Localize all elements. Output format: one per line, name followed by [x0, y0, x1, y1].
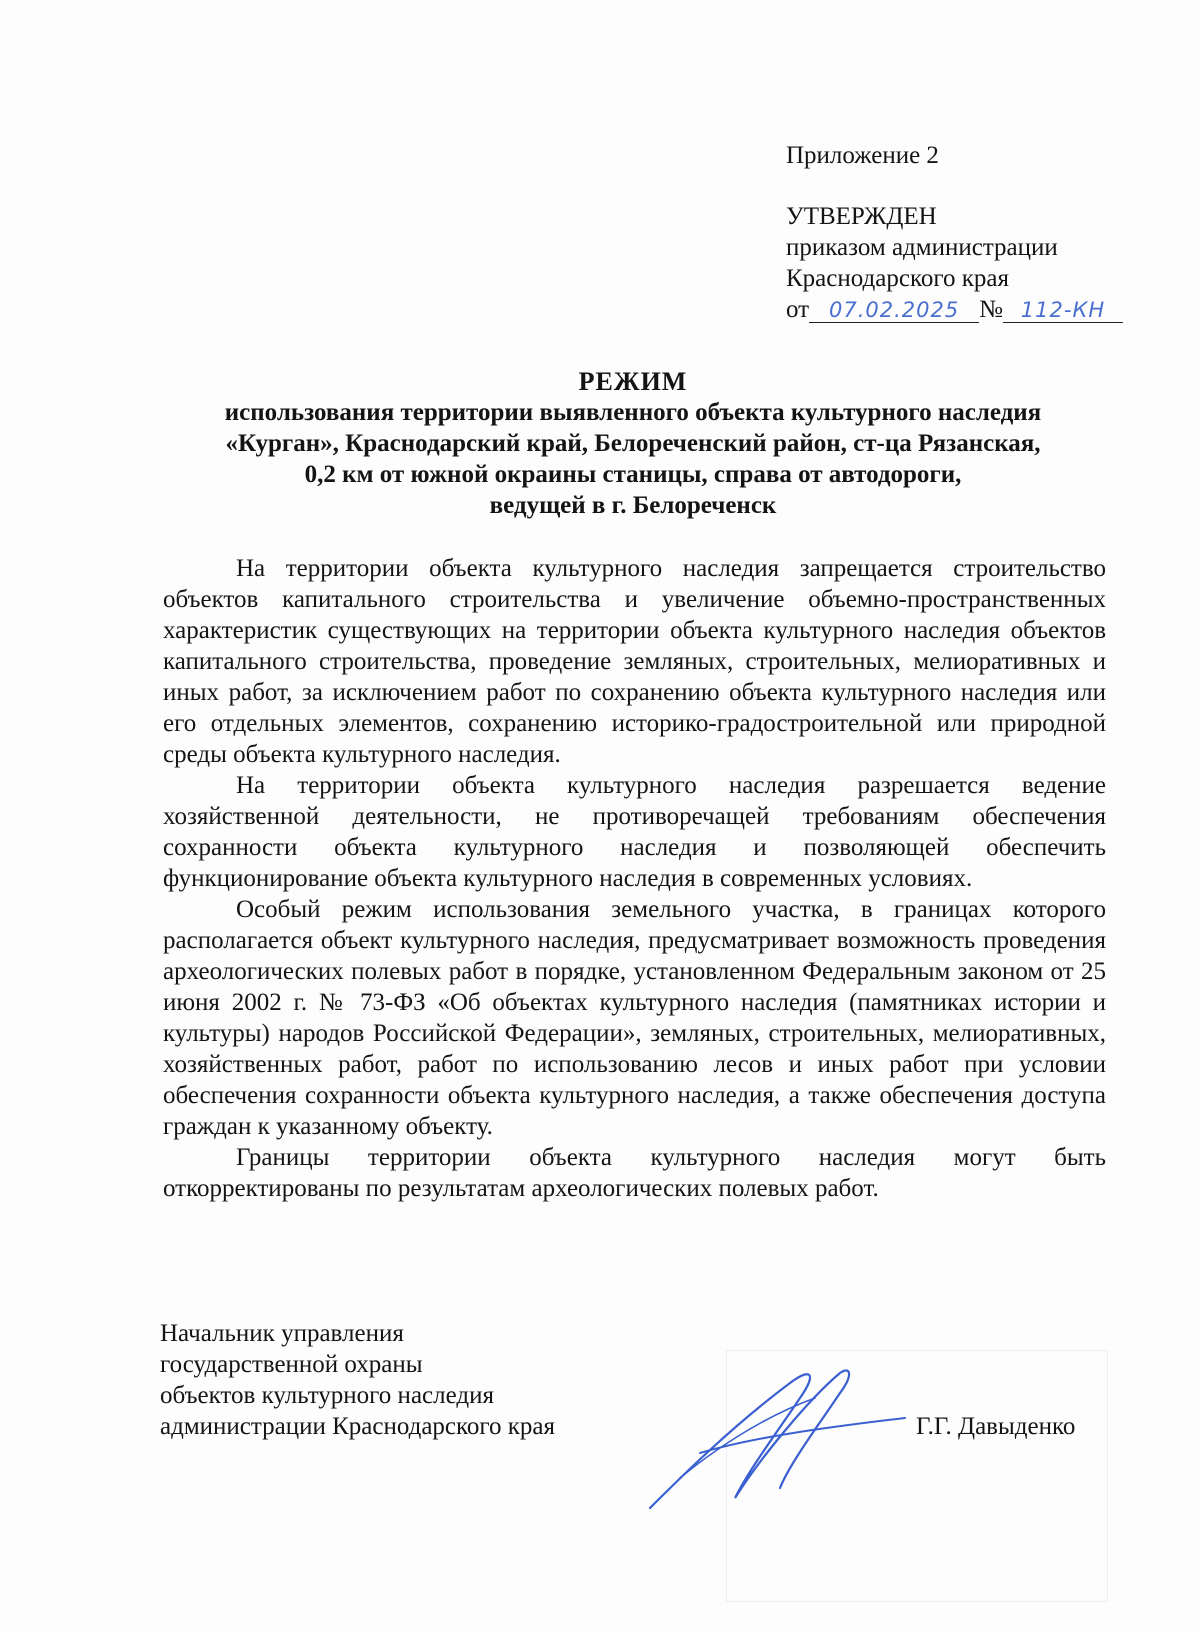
document-body: [163, 553, 1106, 1204]
signatory-name: Г.Г. Давыденко: [916, 1413, 1076, 1440]
handwritten-number: 112-КН: [1003, 298, 1123, 323]
signatory-line-2: государственной охраны: [160, 1351, 423, 1378]
date-prefix: от: [786, 296, 810, 323]
paragraph-permissions: На территории объекта культурного наследия разрешается ведение хозяйственной деятельности, не противоречащей требованиям обеспечения сохранности объекта культурного наследия и позволяющей обеспечить функционирование объекта культурного наследия в современных условиях.: [163, 772, 1106, 892]
signatory-line-3: объектов культурного наследия: [160, 1382, 494, 1409]
document-title: [160, 366, 1106, 521]
signatory-line-1: Начальник управления: [160, 1320, 404, 1347]
title-line-4: ведущей в г. Белореченск: [489, 492, 777, 519]
handwritten-date: 07.02.2025: [809, 298, 979, 323]
number-sign: №: [979, 296, 1003, 323]
handwritten-signature: [640, 1358, 910, 1518]
title-line-2: «Курган», Краснодарский край, Белореченский район, ст-ца Рязанская,: [225, 430, 1041, 457]
paragraph-prohibitions: На территории объекта культурного наследия запрещается строительство объектов капитального строительства и увеличение объемно-пространственных характеристик существующих на территории объекта культурного наследия объектов капитального строительства, проведение земляных, строительных, мелиоративных и иных работ, за исключением работ по сохранению объекта культурного наследия или его отдельных элементов, сохранению историко-градостроительной или природной среды объекта культурного наследия.: [163, 555, 1106, 768]
paragraph-special-regime: Особый режим использования земельного участка, в границах которого располагается объект культурного наследия, предусматривает возможность проведения археологических полевых работ в порядке, установленном Федеральным законом от 25 июня 2002 г. № 73-ФЗ «Об объектах культурного наследия (памятниках истории и культуры) народов Российской Федерации», земляных, строительных, мелиоративных, хозяйственных работ, работ по использованию лесов и иных работ при условии обеспечения сохранности объекта культурного наследия, а также обеспечения доступа граждан к указанному объекту.: [163, 896, 1106, 1140]
title-line-3: 0,2 км от южной окраины станицы, справа от автодороги,: [304, 461, 962, 488]
approval-block: [786, 140, 1166, 325]
approved-by-order: приказом администрации: [786, 234, 1058, 261]
title-line-1: использования территории выявленного объекта культурного наследия: [224, 399, 1042, 426]
signatory-position: [160, 1318, 555, 1442]
title-main: РЕЖИМ: [578, 367, 688, 396]
paragraph-boundaries: Границы территории объекта культурного наследия могут быть откорректированы по результатам археологических полевых работ.: [163, 1144, 1106, 1202]
annex-label: Приложение 2: [786, 142, 939, 169]
signatory-line-4: администрации Краснодарского края: [160, 1413, 556, 1440]
approved-region: Краснодарского края: [786, 265, 1009, 292]
order-date-number-line: [786, 294, 1166, 325]
approved-label: УТВЕРЖДЕН: [786, 203, 937, 230]
